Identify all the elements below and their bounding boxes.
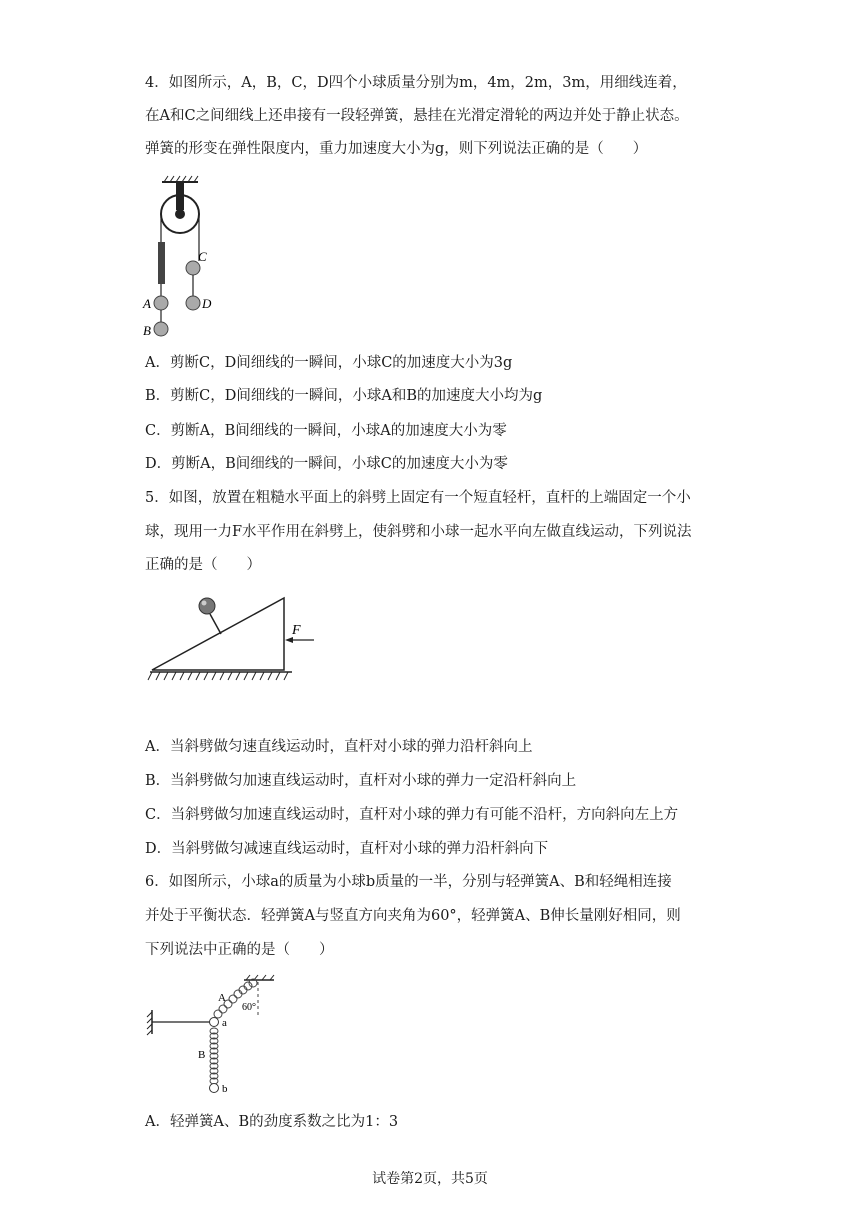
q5-force-label: F	[292, 623, 301, 638]
q4-pulley-figure	[140, 172, 220, 342]
q6-label-ball-b: b	[222, 1083, 228, 1094]
q6-stem-line-2: 并处于平衡状态．轻弹簧A与竖直方向夹角为60°，轻弹簧A、B伸长量刚好相同，则	[145, 908, 681, 924]
q4-label-c: C	[198, 249, 207, 264]
q5-option-d: D．当斜劈做匀减速直线运动时，直杆对小球的弹力沿杆斜向下	[145, 841, 549, 857]
q6-stem-line-1: 6．如图所示，小球a的质量为小球b质量的一半，分别与轻弹簧A、B和轻绳相连接	[145, 874, 672, 890]
q6-label-spring-a: A	[218, 992, 226, 1004]
q4-label-b: B	[143, 323, 151, 338]
q5-option-a: A．当斜劈做匀速直线运动时，直杆对小球的弹力沿杆斜向上	[145, 739, 533, 755]
q4-option-c: C．剪断A，B间细线的一瞬间，小球A的加速度大小为零	[145, 423, 507, 439]
q5-option-b: B．当斜劈做匀加速直线运动时，直杆对小球的弹力一定沿杆斜向上	[145, 773, 577, 789]
q4-stem-line-3: 弹簧的形变在弹性限度内，重力加速度大小为g，则下列说法正确的是（ ）	[145, 141, 648, 157]
q5-option-c: C．当斜劈做匀加速直线运动时，直杆对小球的弹力有可能不沿杆，方向斜向左上方	[145, 807, 679, 823]
q6-option-a: A．轻弹簧A、B的劲度系数之比为1：3	[145, 1114, 399, 1130]
q6-label-ball-a: a	[222, 1017, 227, 1029]
q6-stem-line-3: 下列说法中正确的是（ ）	[145, 942, 334, 958]
q6-label-angle: 60°	[242, 1002, 256, 1013]
q5-stem-line-1: 5．如图，放置在粗糙水平面上的斜劈上固定有一个短直轻杆，直杆的上端固定一个小	[145, 490, 691, 506]
q4-stem-line-2: 在A和C之间细线上还串接有一段轻弹簧，悬挂在光滑定滑轮的两边并处于静止状态。	[145, 108, 689, 124]
page-footer: 试卷第2页，共5页	[372, 1171, 488, 1187]
q4-label-d: D	[202, 296, 212, 311]
q4-label-a: A	[143, 296, 151, 311]
q4-option-b: B．剪断C，D间细线的一瞬间，小球A和B的加速度大小均为g	[145, 388, 543, 404]
q5-wedge-figure	[146, 592, 326, 688]
q6-label-spring-b: B	[198, 1049, 206, 1061]
q5-stem-line-3: 正确的是（ ）	[145, 557, 261, 573]
q4-option-a: A．剪断C，D间细线的一瞬间，小球C的加速度大小为3g	[145, 355, 513, 371]
q4-stem-line-1: 4．如图所示，A，B，C，D四个小球质量分别为m，4m，2m，3m，用细线连着，	[145, 75, 687, 91]
q6-spring-figure	[146, 974, 278, 1094]
q4-option-d: D．剪断A，B间细线的一瞬间，小球C的加速度大小为零	[145, 456, 508, 472]
q5-stem-line-2: 球，现用一力F水平作用在斜劈上，使斜劈和小球一起水平向左做直线运动，下列说法	[145, 524, 692, 540]
